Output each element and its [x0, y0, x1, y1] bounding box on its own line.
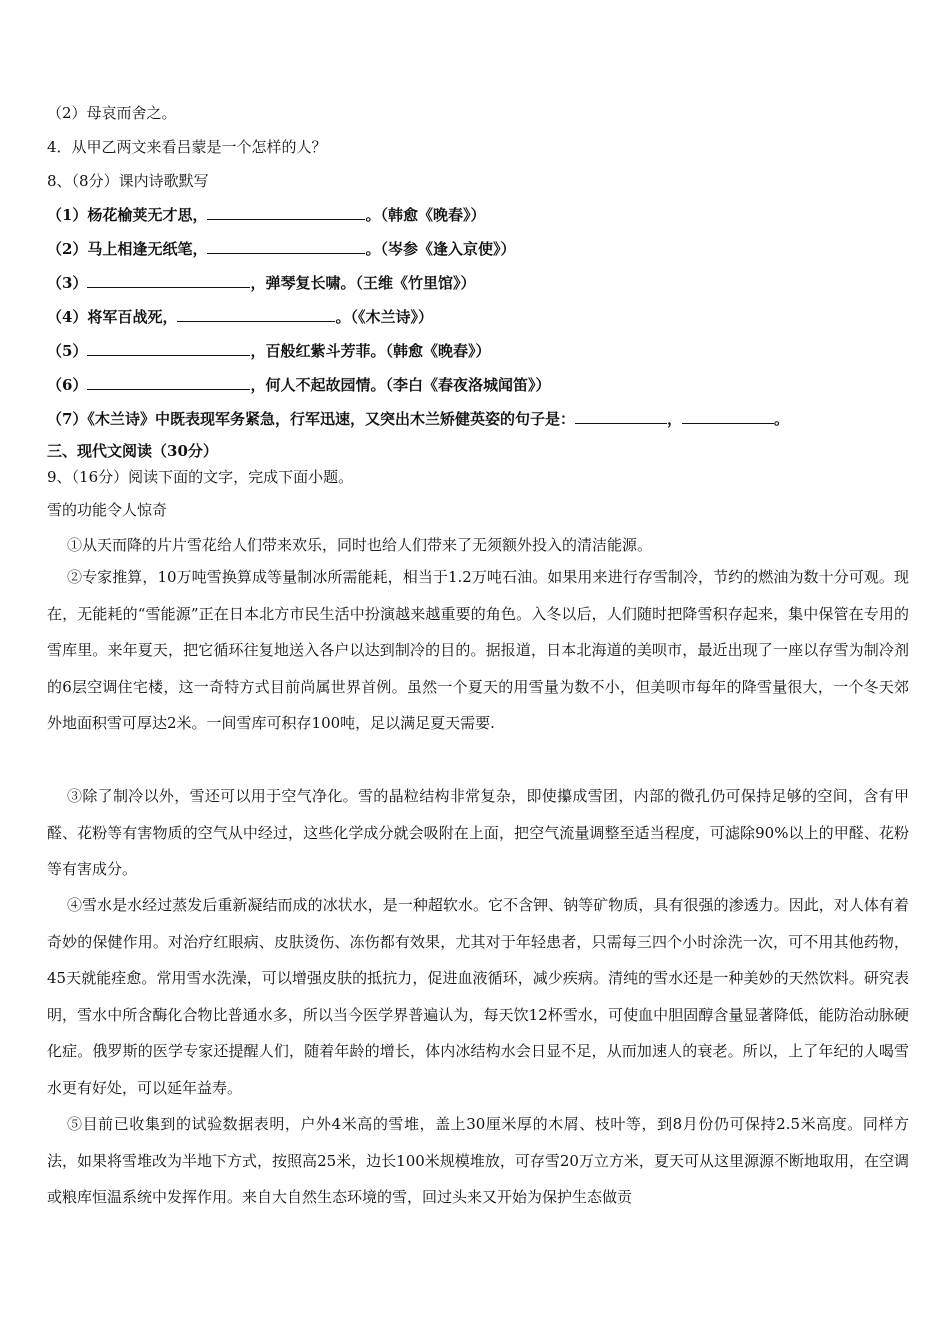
fill-item-pre: （7）《木兰诗》中既表现军务紧急，行军迅速，又突出木兰矫健英姿的句子是：: [47, 410, 575, 428]
fill-item-post: 。（韩愈《晚春》）: [365, 206, 486, 224]
answer-blank[interactable]: [87, 273, 250, 288]
fill-item-3: [47, 273, 910, 293]
question-line: （2）母哀而舍之。: [47, 104, 177, 122]
fill-item-post: 。（岑参《逢入京使》）: [365, 240, 516, 258]
fill-item-mid: ，: [666, 410, 682, 428]
fill-item-pre: （2）马上相逢无纸笔，: [47, 240, 208, 258]
fill-item-6: [47, 375, 910, 395]
fill-item-pre: （6）: [47, 376, 88, 394]
fill-item-2: [47, 239, 910, 259]
fill-item-pre: （5）: [47, 342, 88, 360]
fill-item-7: [47, 409, 910, 429]
answer-blank[interactable]: [87, 375, 250, 390]
answer-blank[interactable]: [207, 205, 365, 220]
question-8-title: [47, 171, 910, 191]
article-paragraph-4: ④雪水是水经过蒸发后重新凝结而成的冰状水，是一种超软水。它不含钾、钠等矿物质，具有很强的渗透力。因此，对人体有着奇妙的保健作用。对治疗红眼病、皮肤烫伤、冻伤都有效果，尤其对于年轻患者，只需每三四个小时涂洗一次，可不用其他药物，45天就能痊愈。常用雪水洗澡，可以增强皮肤的抵抗力，促进血液循环，减少疾病。清纯的雪水还是一种美妙的天然饮料。研究表明，雪水中所含酶化合物比普通水多，所以当今医学界普遍认为，每天饮12杯雪水，可使血中胆固醇含量显著降低，能防治动脉硬化症。俄罗斯的医学专家还提醒人们，随着年龄的增长，体内冰结构水会日显不足，从而加速人的衰老。所以，上了年纪的人喝雪水更有好处，可以延年益寿。: [47, 896, 909, 1097]
fill-item-post: 。: [773, 410, 789, 428]
article-paragraph-2: ②专家推算，10万吨雪换算成等量制冰所需能耗，相当于1.2万吨石油。如果用来进行存雪制冷，节约的燃油为数十分可观。现在，无能耗的“雪能源”正在日本北方市民生活中扮演越来越重要的角色。入冬以后，人们随时把降雪积存起来，集中保管在专用的雪库里。来年夏天，把它循环往复地送入各户以达到制冷的目的。据报道，日本北海道的美呗市，最近出现了一座以存雪为制冷剂的6层空调住宅楼，这一奇特方式目前尚属世界首例。虽然一个夏天的用雪量为数不小，但美呗市每年的降雪量很大，一个冬天郊外地面积雪可厚达2米。一间雪库可积存100吨，足以满足夏天需要.: [47, 568, 909, 733]
fill-item-post: ，弹琴复长啸。（王维《竹里馆》）: [250, 274, 476, 292]
article-title: 雪的功能令人惊奇: [47, 501, 168, 519]
article-paragraph-1: ①从天而降的片片雪花给人们带来欢乐，同时也给人们带来了无须额外投入的清洁能源。: [67, 536, 653, 554]
article-paragraph-5: ⑤目前已收集到的试验数据表明，户外4米高的雪堆，盖上30厘米厚的木屑、枝叶等，到8月份仍可保持2.5米高度。同样方法，如果将雪堆改为半地下方式，按照高25米，边长100米规模堆放，可存雪20万立方米，夏天可从这里源源不断地取用，在空调或粮库恒温系统中发挥作用。来自大自然生态环境的雪，回过头来又开始为保护生态做贡: [47, 1115, 909, 1207]
fill-item-5: [47, 341, 910, 361]
answer-blank[interactable]: [207, 239, 365, 254]
answer-blank[interactable]: [682, 409, 774, 424]
fill-item-post: 。（《木兰诗》）: [335, 308, 433, 326]
fill-item-pre: （4）将军百战死，: [47, 308, 178, 326]
section-heading: 三、现代文阅读（30分）: [47, 442, 218, 460]
answer-blank[interactable]: [177, 307, 335, 322]
fill-item-post: ，何人不起故园情。（李白《春夜洛城闻笛》）: [250, 376, 551, 394]
answer-blank[interactable]: [575, 409, 667, 424]
question-9: 9、（16分）阅读下面的文字，完成下面小题。: [47, 468, 354, 486]
fill-item-pre: （3）: [47, 274, 88, 292]
article-paragraph-3: ③除了制冷以外，雪还可以用于空气净化。雪的晶粒结构非常复杂，即使攥成雪团，内部的微孔仍可保持足够的空间，含有甲醛、花粉等有害物质的空气从中经过，这些化学成分就会吸附在上面，把空气流量调整至适当程度，可滤除90%以上的甲醛、花粉等有害成分。: [47, 787, 909, 879]
fill-item-post: ，百般红紫斗芳菲。（韩愈《晚春》）: [250, 342, 491, 360]
answer-blank[interactable]: [87, 341, 250, 356]
fill-item-1: [47, 205, 910, 225]
fill-item-4: [47, 307, 910, 327]
fill-item-pre: （1）杨花榆荚无才思，: [47, 206, 208, 224]
question-4: 4．从甲乙两文来看吕蒙是一个怎样的人？: [47, 138, 327, 156]
question-8-title-text: 8、（8分）课内诗歌默写: [47, 172, 209, 190]
